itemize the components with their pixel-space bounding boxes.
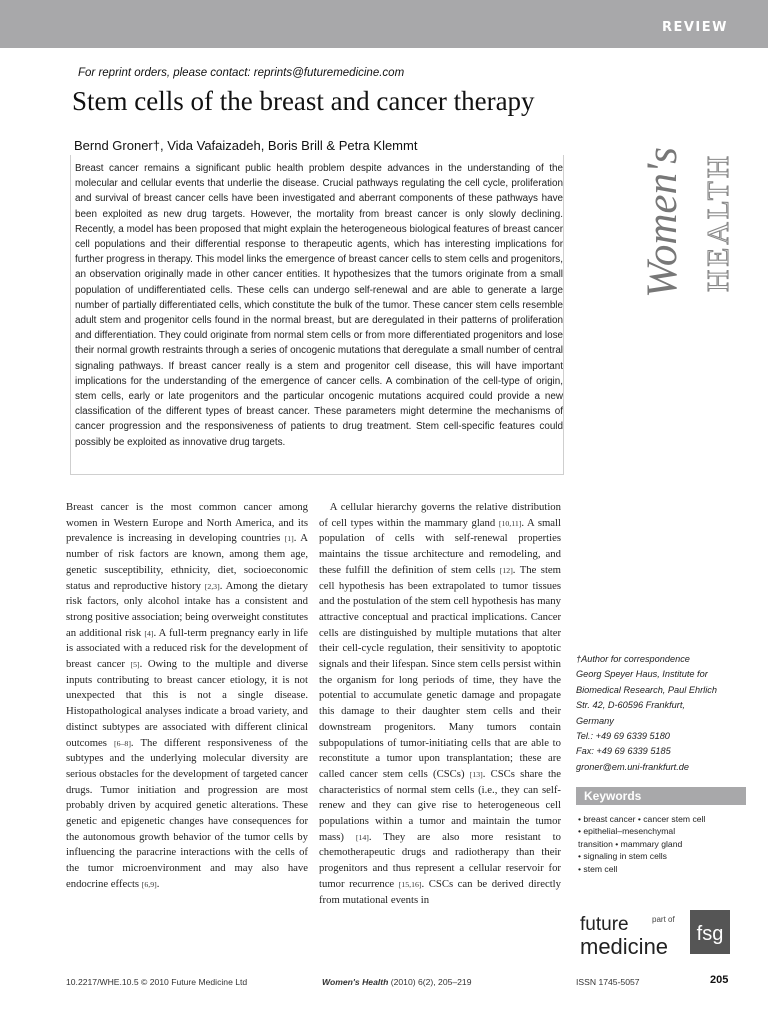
citation-ref: [15,16] xyxy=(398,879,422,889)
page-number: 205 xyxy=(710,974,729,986)
correspondence-line: Tel.: +49 69 6339 5180 xyxy=(576,731,670,742)
keyword-line: • epithelial–mesenchymal xyxy=(578,826,676,837)
keyword-line: transition • mammary gland xyxy=(578,838,683,849)
footer-issn: ISSN 1745-5057 xyxy=(576,977,640,987)
correspondence-line: Biomedical Research, Paul Ehrlich xyxy=(576,684,717,695)
body-text: . Owing to the multiple and diverse inputs contributing to breast cancer etiology, it is not unexpected that this is not a single disease. Histopathological analyses indicate a broad variety, and distinct subtypes are associated with different clinical outcomes xyxy=(66,658,308,749)
journal-logo xyxy=(639,90,738,300)
body-column-right xyxy=(319,500,561,908)
body-text: . A number of risk factors are known, among them age, genetic susceptibility, ethnicity, diet, socioeconomic status and reproductive history xyxy=(66,532,308,592)
body-column-left xyxy=(66,500,308,893)
citation-ref: [2,3] xyxy=(204,581,220,591)
keyword-line: • stem cell xyxy=(578,863,618,874)
body-text: . CSCs can be derived directly from mutational events in xyxy=(319,877,561,906)
footer-citation-detail: (2010) 6(2), 205–219 xyxy=(388,977,472,987)
footer-journal-name: Women's Health xyxy=(322,977,389,987)
publisher-logo-word1: future xyxy=(580,914,629,935)
body-text: . They are also more resistant to chemotherapeutic drugs and radiotherapy than their progenitors and thus represent a cellular reservoir for tumor recurrence xyxy=(319,830,561,890)
body-text: Breast cancer is the most common cancer among women in Western Europe and North America, and its prevalence is increasing in developing countries xyxy=(66,501,308,545)
body-text: . The different responsiveness of the subtypes and the underlying molecular diversity are serious obstacles for the development of targeted cancer drugs. Tumor initiation and progression are most probably driven by acquired genetic alterations. These genetic and epigenetic changes have consequences for the autonomous growth behavior of the tumor cells by influencing the paracrine interactions with the cells of the tumor microenvironment and may also have endocrine effects xyxy=(66,736,308,890)
body-text: . xyxy=(156,877,160,890)
citation-ref: [13] xyxy=(469,769,483,779)
keywords-list xyxy=(578,813,746,875)
correspondence-line: Fax: +49 69 6339 5185 xyxy=(576,746,671,757)
footer-citation xyxy=(322,977,472,987)
correspondence-line: groner@em.uni-frankfurt.de xyxy=(576,761,689,772)
correspondence-line: Germany xyxy=(576,715,614,726)
keyword-line: • breast cancer • cancer stem cell xyxy=(578,814,706,824)
author-list: Bernd Groner†, Vida Vafaizadeh, Boris Brill & Petra Klemmt xyxy=(74,138,418,153)
journal-logo-caps: HEALTH xyxy=(700,152,735,292)
body-text: . CSCs share the characteristics of normal stem cells (i.e., they can self-renew and they can give rise to heterogeneous cell populations within a tumor and maintain the tumor mass) xyxy=(319,767,562,843)
abstract-text: Breast cancer remains a significant public health problem despite advances in the understanding of the molecular and cellular events that underlie the disease. Crucial pathways regulating the cell cycle, proliferation and survival of breast cancer cells have been investigated and aberrant components of these pathways have been exploited as new drug targets. However, the mortality from breast cancer is only slowly declining. Recently, a model has been proposed that might explain the heterogeneous biological features of breast cancer cell populations and their differential response to therapeutic agents, which has interesting implications for further progress in therapy. This model links the emergence of breast cancer cells to stem cells and progenitors, an observation originally made in other cancer entities. It hypothesizes that the tumors originate from a small population of undifferentiated cells. These cells can undergo self-renewal and are able to generate a large number of partially differentiated cells, which constitute the bulk of the tumor. These cancer stem cells resemble adult stem and progenitor cells found in the normal breast, but are deregulated in their patterns of proliferation and differentiation. They could originate from normal stem cells or from more differentiated progenitors and lose their normal growth restraints through a series of oncogenic mutations that deregulate a small number of central signaling pathways. If breast cancer really is a stem and progenitor cell disease, this will have important implications for the understanding of the emergence of cancer cells. A combination of the cell-type of origin, stem cells, early or late progenitors and the particular oncogenic mutations acquired could provide a new classification of the different types of breast cancer. These parameters might determine the mechanisms of cancer progression and the responsiveness of patients to drug treatment. Stem cell-specific features could possibly be exploited as innovative drug targets. xyxy=(75,163,563,448)
article-title: Stem cells of the breast and cancer therapy xyxy=(72,86,535,116)
citation-ref: [4] xyxy=(144,628,154,638)
citation-ref: [14] xyxy=(355,832,369,842)
citation-ref: [1] xyxy=(284,534,294,544)
citation-ref: [12] xyxy=(499,565,513,575)
publisher-logo xyxy=(576,908,736,960)
citation-ref: [5] xyxy=(130,660,140,670)
header-bar xyxy=(0,0,768,48)
body-text: A cellular hierarchy governs the relative distribution of cell types within the mammary gland xyxy=(319,501,561,529)
journal-logo-script: Women's xyxy=(639,147,686,298)
reprint-notice: For reprint orders, please contact: reprints@futuremedicine.com xyxy=(78,67,405,79)
correspondence-block xyxy=(576,652,746,775)
body-text: . Among the dietary risk factors, only alcohol intake has a consistent and strong positive association; being overweight constitutes an additional risk xyxy=(66,579,308,639)
correspondence-line: Str. 42, D-60596 Frankfurt, xyxy=(576,700,685,711)
body-text: . A full-term pregnancy early in life is associated with a reduced risk for the development of breast cancer xyxy=(66,626,309,671)
body-text: . A small population of cells with self-renewal properties maintains the tissue architecture and remodeling, and these fulfill the definition of stem cells xyxy=(319,516,561,576)
citation-ref: [10,11] xyxy=(498,518,522,528)
body-text: . The stem cell hypothesis has been extrapolated to tumor tissues and the postulation of the stem cell hypothesis has many attractive conceptual and practical implications. Cancer cells are distinguished by multiple mutations that alter their cell-cycle regulation, their sensitivity to apoptotic signals and their lifespan. Since stem cells persist within the organism for long periods of time, they have the potential to accumulate genetic damage and propagate this damage to their daughter stem cells and their downstream progenitors. Many tumors contain subpopulations of tumor-initiating cells that are able to reconstitute a tumor upon transplantation; these are called cancer stem cells (CSCs) xyxy=(319,563,561,780)
keywords-heading: Keywords xyxy=(576,787,746,805)
citation-ref: [6,9] xyxy=(141,879,157,889)
footer-doi: 10.2217/WHE.10.5 © 2010 Future Medicine Ltd xyxy=(66,977,248,987)
correspondence-line: Georg Speyer Haus, Institute for xyxy=(576,669,708,680)
section-label: REVIEW xyxy=(661,20,728,35)
citation-ref: [6–8] xyxy=(114,738,131,748)
correspondence-line: †Author for correspondence xyxy=(576,654,690,664)
fsg-badge-text: fsg xyxy=(696,923,724,945)
abstract-box xyxy=(70,155,564,475)
publisher-logo-part-of: part of xyxy=(652,915,675,924)
keyword-line: • signaling in stem cells xyxy=(578,851,667,862)
publisher-logo-word2: medicine xyxy=(580,934,669,959)
